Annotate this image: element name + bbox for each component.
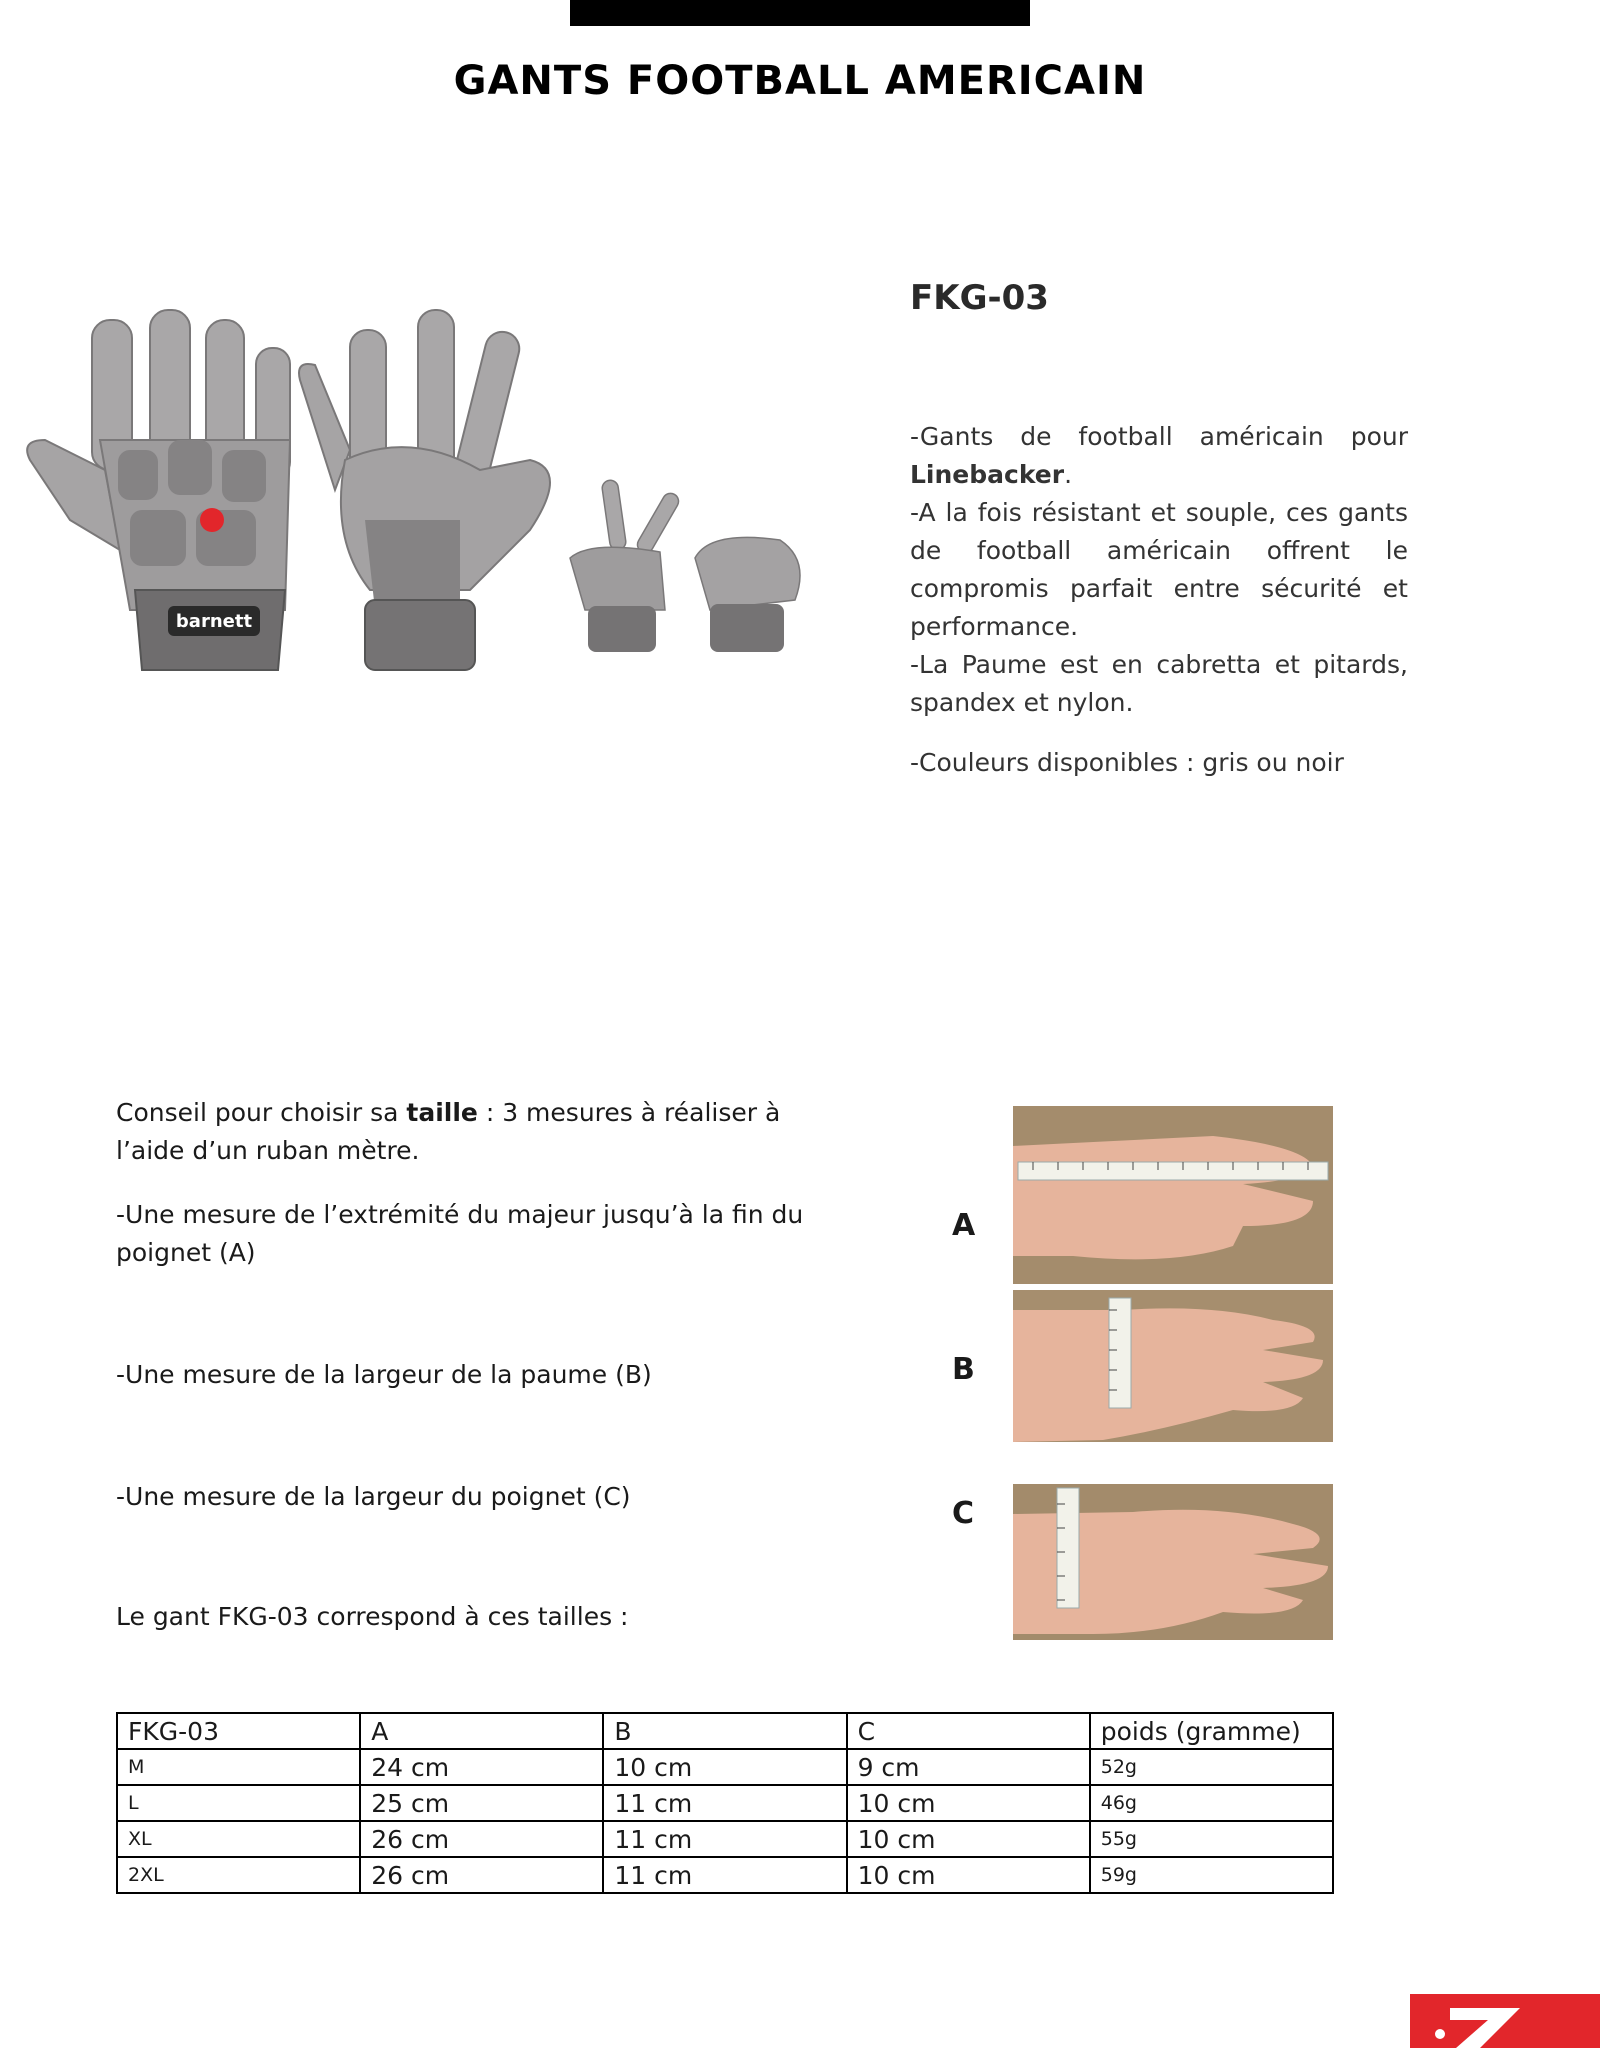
description-intro-bold: Linebacker <box>910 460 1065 489</box>
measure-letter-b: B <box>952 1352 975 1387</box>
size-correspondence-text: Le gant FKG-03 correspond à ces tailles : <box>116 1602 629 1631</box>
table-cell: 10 cm <box>847 1857 1090 1893</box>
table-cell: 11 cm <box>603 1857 846 1893</box>
measure-photo-b <box>1013 1290 1333 1442</box>
table-row <box>117 1857 1333 1893</box>
table-cell: L <box>117 1785 360 1821</box>
table-row <box>117 1785 1333 1821</box>
table-cell: 52g <box>1090 1749 1333 1785</box>
size-table <box>116 1712 1334 1894</box>
measure-b-text: -Une mesure de la largeur de la paume (B) <box>116 1360 652 1389</box>
glove-illustration <box>10 290 810 690</box>
advice-intro-bold: taille <box>406 1098 478 1127</box>
glove-peace-view <box>570 479 681 652</box>
table-cell: 55g <box>1090 1821 1333 1857</box>
table-cell: 10 cm <box>603 1749 846 1785</box>
description-intro-end: . <box>1064 460 1073 489</box>
measure-photo-c <box>1013 1484 1333 1640</box>
product-description <box>910 418 1408 782</box>
table-header-cell: FKG-03 <box>117 1713 360 1749</box>
description-intro <box>910 418 1408 494</box>
size-table-header-row <box>117 1713 1333 1749</box>
table-cell: 11 cm <box>603 1785 846 1821</box>
table-cell: 10 cm <box>847 1821 1090 1857</box>
table-cell: 2XL <box>117 1857 360 1893</box>
size-advice-intro <box>116 1094 836 1170</box>
product-glove-images <box>10 290 810 690</box>
brand-logo-text: barnett <box>175 611 253 632</box>
table-header-cell: C <box>847 1713 1090 1749</box>
brand-corner-logo <box>1410 1994 1600 2048</box>
table-cell: 26 cm <box>360 1821 603 1857</box>
table-header-cell: B <box>603 1713 846 1749</box>
measure-a-text: -Une mesure de l’extrémité du majeur jusqu’à la fin du poignet (A) <box>116 1200 804 1267</box>
table-cell: M <box>117 1749 360 1785</box>
advice-intro-post: : 3 mesures à réaliser à l’aide d’un ruban mètre. <box>116 1098 781 1165</box>
table-row <box>117 1749 1333 1785</box>
available-colors: -Couleurs disponibles : gris ou noir <box>910 748 1344 777</box>
measure-letter-a: A <box>952 1208 976 1243</box>
top-black-bar <box>570 0 1030 26</box>
advice-intro-pre: Conseil pour choisir sa <box>116 1098 407 1127</box>
table-header-cell: poids (gramme) <box>1090 1713 1333 1749</box>
product-model: FKG-03 <box>910 278 1049 318</box>
size-advice <box>116 1094 836 1170</box>
description-line-3: -La Paume est en cabretta et pitards, spandex et nylon. <box>910 650 1408 717</box>
measure-letter-c: C <box>952 1496 975 1531</box>
description-intro-text: -Gants de football américain pour <box>910 422 1408 451</box>
table-cell: 46g <box>1090 1785 1333 1821</box>
page-title: GANTS FOOTBALL AMERICAIN <box>453 58 1147 104</box>
glove-fist-view <box>695 537 800 652</box>
table-cell: 9 cm <box>847 1749 1090 1785</box>
glove-back-view <box>27 310 290 670</box>
measure-c-text: -Une mesure de la largeur du poignet (C) <box>116 1482 631 1511</box>
table-cell: 24 cm <box>360 1749 603 1785</box>
table-cell: XL <box>117 1821 360 1857</box>
table-row <box>117 1821 1333 1857</box>
table-cell: 25 cm <box>360 1785 603 1821</box>
table-header-cell: A <box>360 1713 603 1749</box>
description-line-2: -A la fois résistant et souple, ces gants de football américain offrent le compromis parfait entre sécurité et performance. <box>910 498 1408 641</box>
glove-palm-view <box>299 310 550 670</box>
table-cell: 59g <box>1090 1857 1333 1893</box>
table-cell: 10 cm <box>847 1785 1090 1821</box>
table-cell: 11 cm <box>603 1821 846 1857</box>
measure-photo-a <box>1013 1106 1333 1284</box>
table-cell: 26 cm <box>360 1857 603 1893</box>
